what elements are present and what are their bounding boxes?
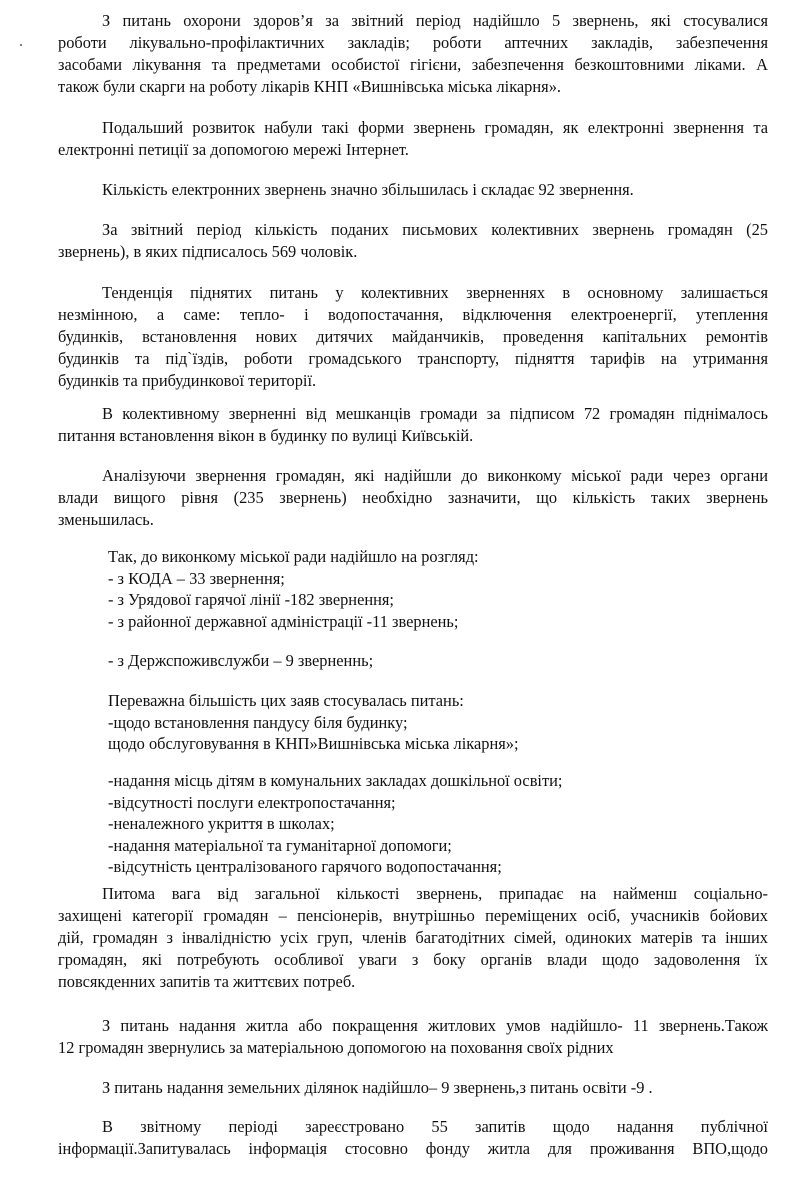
text-line: інформації.Запитувалась інформація стосовно фонду житла для проживання ВПО,щодо (58, 1139, 768, 1158)
text-line: захищені категорії громадян – пенсіонерів, внутрішньо переміщених осіб, учасників бойових (58, 906, 768, 925)
text-line: Кількість електронних звернень значно збільшилась і складає 92 звернення. (102, 180, 634, 199)
list-item: -неналежного укриття в школах; (108, 814, 335, 833)
paragraph-trend (58, 282, 768, 392)
text-line: звернень), в яких підписалось 569 чоловік. (58, 242, 358, 261)
list-item: Так, до виконкому міської ради надійшло на розгляд: (108, 547, 479, 566)
text-line: питання встановлення вікон в будинку по вулиці Київській. (58, 426, 474, 445)
text-line: громадян, які потребують особливої уваги з боку органів влади щодо задоволення їх (58, 950, 768, 969)
text-line: електронні петиції за допомогою мережі Інтернет. (58, 140, 409, 159)
paragraph-windows (58, 403, 768, 447)
list-item: щодо обслуговування в КНП»Вишнівська міська лікарня»; (108, 734, 519, 753)
list-item: -надання матеріальної та гуманітарної допомоги; (108, 835, 452, 855)
text-line: 12 громадян звернулись за матеріальною допомогою на поховання своїх рідних (58, 1038, 614, 1057)
paragraph-electronic-forms (58, 117, 768, 161)
list-item: -надання місць дітям в комунальних закладах дошкільної освіти; (108, 771, 563, 790)
text-line: повсякденних запитів та життєвих потреб. (58, 972, 356, 991)
text-line: зменьшилась. (58, 510, 154, 529)
text-line: В звітному періоді зареєстровано 55 запитів щодо надання публічної (102, 1117, 768, 1136)
text-line: Питома вага від загальної кількості звернень, припадає на найменш соціально- (102, 884, 768, 903)
list-item: -відсутності послуги електропостачання; (108, 792, 396, 812)
list-item: -відсутність централізованого гарячого водопостачання; (108, 857, 502, 876)
list-item: - з КОДА – 33 звернення; (108, 568, 285, 588)
paragraph-collective (58, 219, 768, 263)
paragraph-public-information (58, 1116, 768, 1160)
text-line: будинків, встановлення нових дитячих майданчиків, проведення капітальних ремонтів (58, 327, 768, 346)
text-line: засобами лікування та предметами особистої гігієни, забезпечення безкоштовними ліками. А (58, 55, 768, 74)
paragraph-electronic-count (58, 179, 768, 201)
scan-speck (20, 44, 22, 46)
text-line: З питань надання житла або покращення житлових умов надійшло- 11 звернень.Також (102, 1016, 768, 1035)
text-line: будинків та під`їздів, роботи громадського транспорту, підняття тарифів на утримання (58, 349, 768, 368)
text-line: Подальший розвиток набули такі форми звернень громадян, як електронні звернення та (102, 118, 768, 137)
text-line: будинків та прибудинкової території. (58, 371, 317, 390)
text-line: З питань охорони здоров’я за звітний період надійшло 5 звернень, які стосувалися (102, 11, 768, 30)
text-line: За звітний період кількість поданих письмових колективних звернень громадян (25 (102, 220, 768, 239)
text-line: Аналізуючи звернення громадян, які надійшли до виконкому міської ради через органи (102, 466, 768, 485)
text-line: влади вищого рівня (235 звернень) необхідно зазначити, що кількість таких звернень (58, 488, 768, 507)
text-line: дій, громадян з інвалідністю усіх груп, членів багатодітних сімей, одиноких матерів та інших (58, 928, 768, 947)
sources-list-extra (108, 650, 373, 672)
list-item: - з Держспоживслужби – 9 зверненнь; (108, 651, 374, 670)
list-item: - з районної державної адміністрації -11 звернень; (108, 611, 459, 631)
paragraph-vulnerable-categories (58, 883, 768, 993)
list-item: Переважна більшість цих заяв стосувалась питань: (108, 691, 464, 710)
text-line: незмінною, а саме: тепло- і водопостачання, відключення електроенергії, утеплення (58, 305, 768, 324)
text-line: також були скарги на роботу лікарів КНП «Вишнівська міська лікарня». (58, 77, 561, 96)
paragraph-land (58, 1077, 768, 1099)
paragraph-housing (58, 1015, 768, 1059)
topics-list-2 (108, 770, 562, 878)
paragraph-higher-authorities (58, 465, 768, 531)
text-line: Тенденція піднятих питань у колективних зверненнях в основному залишається (102, 283, 768, 302)
list-item: - з Урядової гарячої лінії -182 звернення; (108, 590, 394, 609)
text-line: В колективному зверненні від мешканців громади за підписом 72 громадян піднімалось (102, 404, 768, 423)
sources-list (108, 546, 479, 632)
topics-list (108, 690, 519, 755)
text-line: роботи лікувально-профілактичних закладів; роботи аптечних закладів, забезпечення (58, 33, 768, 52)
list-item: -щодо встановлення пандусу біля будинку; (108, 712, 408, 732)
paragraph-health (58, 10, 768, 98)
text-line: З питань надання земельних ділянок надійшло– 9 звернень,з питань освіти -9 . (102, 1078, 653, 1097)
